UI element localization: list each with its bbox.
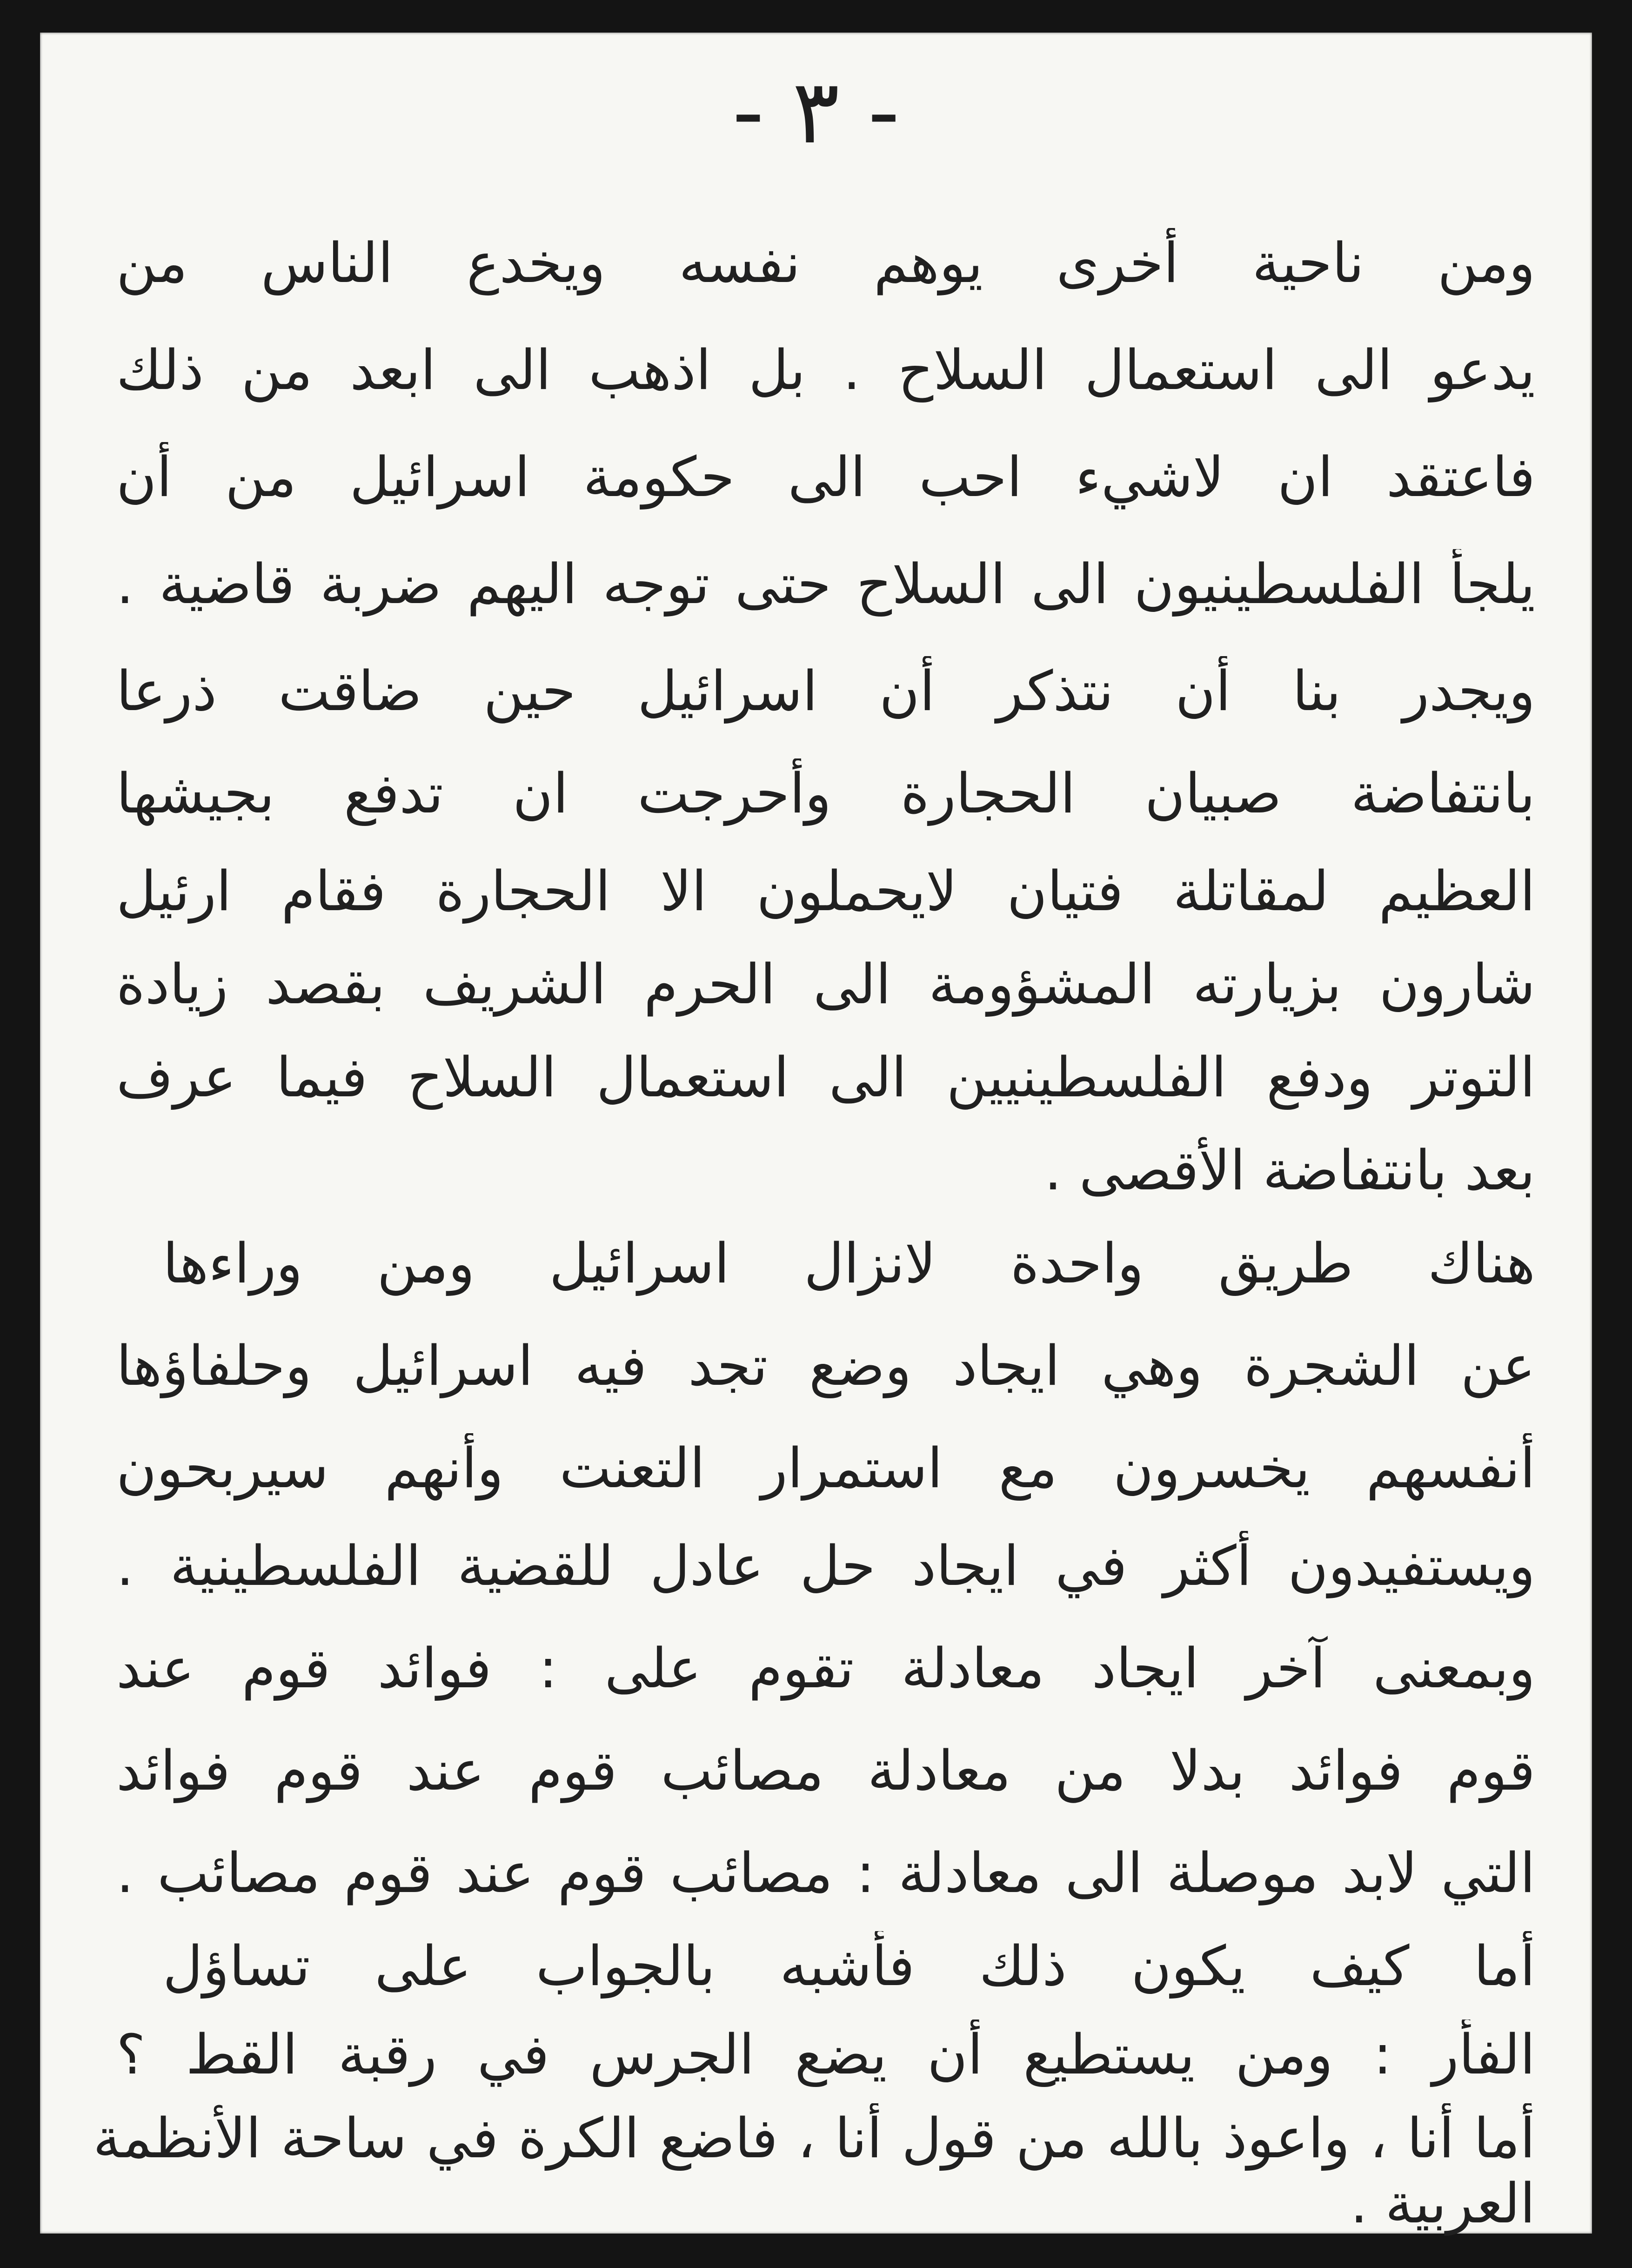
text-line: التي لابد موصلة الى معادلة : مصائب قوم عند قوم مصائب . (116, 1841, 1535, 1905)
text-line: أنفسهم يخسرون مع استمرار التعنت وأنهم سيربحون (116, 1436, 1535, 1500)
text-line: وبمعنى آخر ايجاد معادلة تقوم على : فوائد قوم عند (116, 1636, 1535, 1700)
text-line: التوتر ودفع الفلسطينيين الى استعمال السلاح فيما عرف (116, 1045, 1535, 1109)
text-line: أما كيف يكون ذلك فأشبه بالجواب على تساؤل (163, 1934, 1535, 1998)
text-line: يدعو الى استعمال السلاح . بل اذهب الى ابعد من ذلك (116, 338, 1535, 402)
text-line: فاعتقد ان لاشيء احب الى حكومة اسرائيل من أن (116, 445, 1535, 509)
text-line: الفأر : ومن يستطيع أن يضع الجرس في رقبة القط ؟ (116, 2022, 1535, 2087)
text-line: بعد بانتفاضة الأقصى . (1044, 1138, 1535, 1202)
text-line: يلجأ الفلسطينيون الى السلاح حتى توجه اليهم ضربة قاضية . (116, 552, 1535, 616)
page-number: - ٣ - (732, 60, 900, 163)
text-line: شارون بزيارته المشؤومة الى الحرم الشريف بقصد زيادة (116, 952, 1535, 1016)
text-line: عن الشجرة وهي ايجاد وضع تجد فيه اسرائيل وحلفاؤها (116, 1334, 1535, 1398)
text-line: بانتفاضة صبيان الحجارة وأحرجت ان تدفع بجيشها (116, 761, 1535, 825)
text-line: هناك طريق واحدة لانزال اسرائيل ومن وراءها (163, 1231, 1535, 1295)
text-line: ويجدر بنا أن نتذكر أن اسرائيل حين ضاقت ذرعا (116, 659, 1535, 723)
text-line: قوم فوائد بدلا من معادلة مصائب قوم عند قوم فوائد (116, 1738, 1535, 1803)
text-line: أما أنا ، واعوذ بالله من قول أنا ، فاضع الكرة في ساحة الأنظمة (93, 2106, 1535, 2170)
text-line: العظيم لمقاتلة فتيان لايحملون الا الحجارة فقام ارئيل (116, 859, 1535, 923)
text-line: ويستفيدون أكثر في ايجاد حل عادل للقضية الفلسطينية . (116, 1534, 1535, 1598)
text-line: ومن ناحية أخرى يوهم نفسه ويخدع الناس من (116, 231, 1535, 295)
text-line: العربية . (1350, 2171, 1535, 2235)
letter-body (93, 0, 1535, 2268)
